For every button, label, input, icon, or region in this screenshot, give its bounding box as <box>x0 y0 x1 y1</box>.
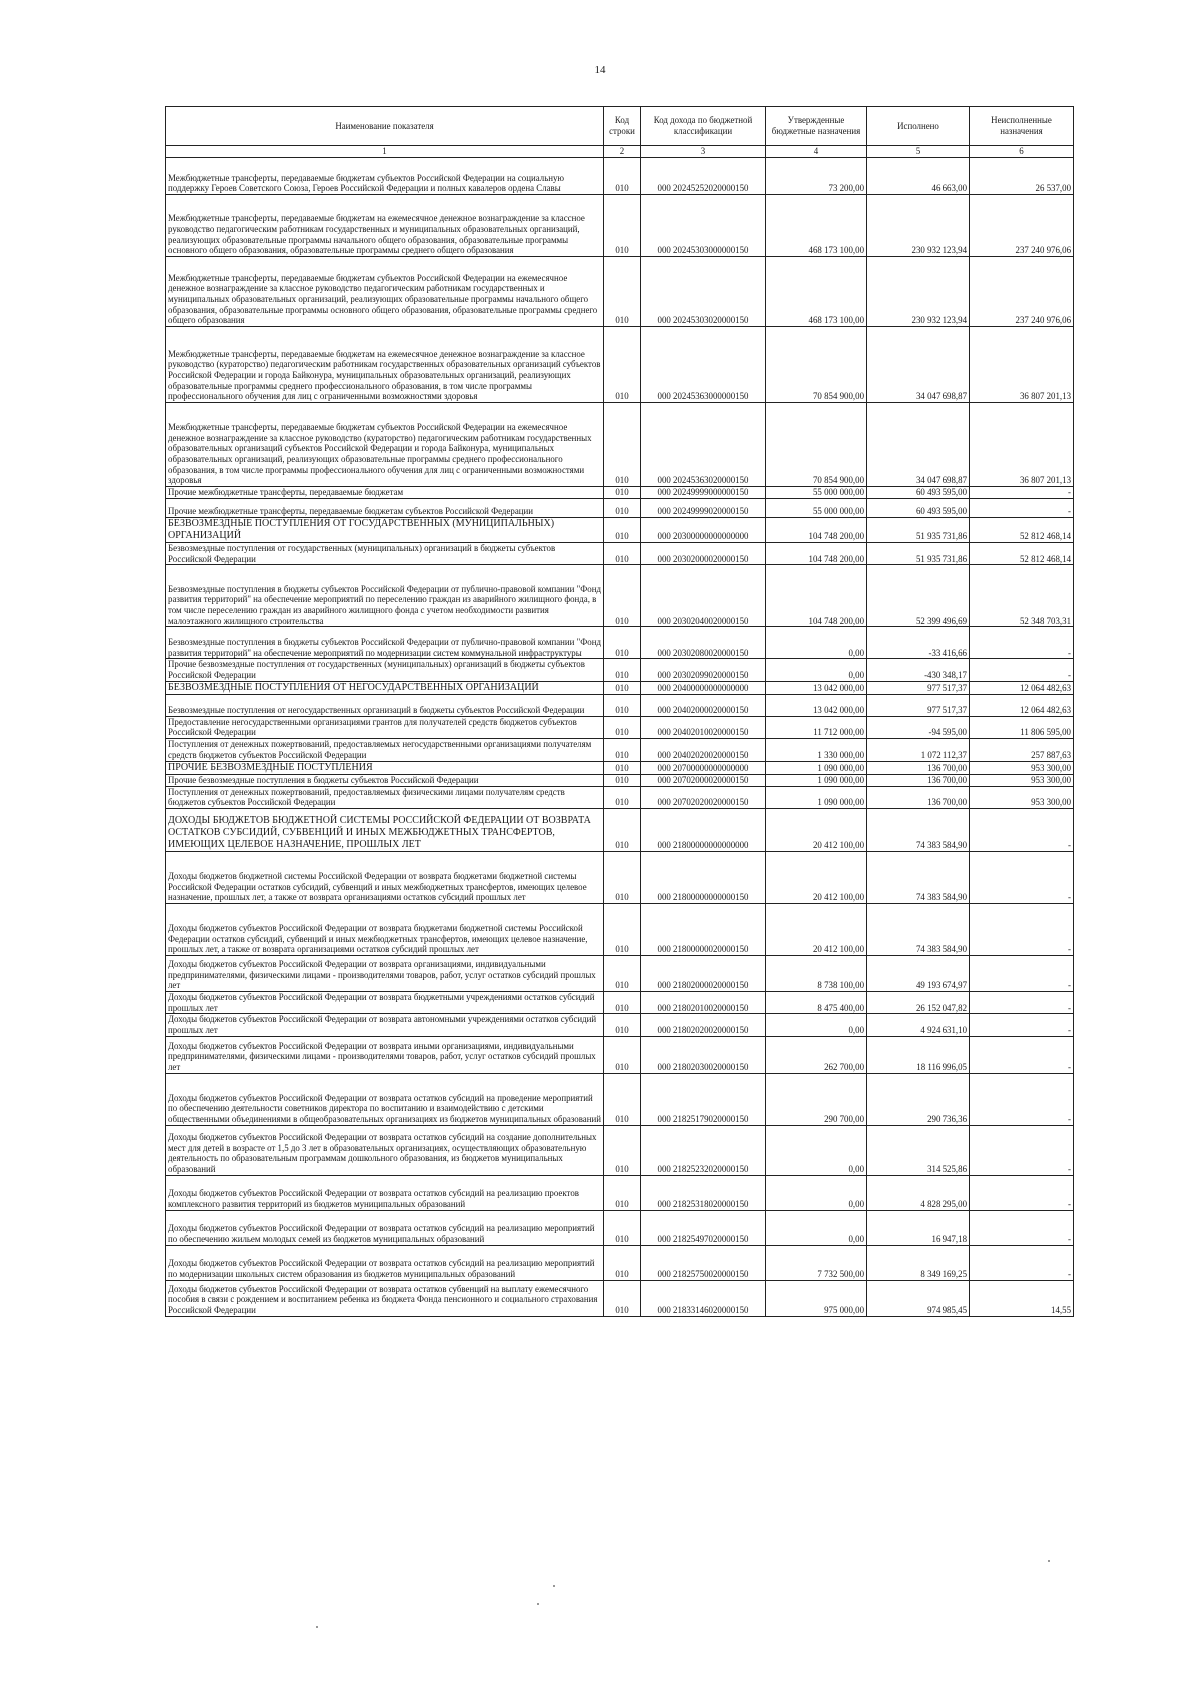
row-income-code: 000 20249999000000150 <box>641 487 766 499</box>
header-approved: Утвержденные бюджетные назначения <box>766 107 867 146</box>
row-approved: 0,00 <box>766 627 867 659</box>
row-name: Доходы бюджетов субъектов Российской Федерации от возврата остатков субсидий на проведение мероприятий по обеспечению деятельности советников директора по воспитанию и взаимодействию с детскими общественными объединениями в общеобразовательных организациях из бюджетов муниципальных образований <box>166 1073 604 1125</box>
row-approved: 20 412 100,00 <box>766 851 867 903</box>
table-row <box>166 774 1074 786</box>
row-executed: 51 935 731,86 <box>867 543 970 565</box>
row-executed: 8 349 169,25 <box>867 1245 970 1280</box>
row-income-code: 000 21802030020000150 <box>641 1036 766 1073</box>
row-unexecuted: 36 807 201,13 <box>970 327 1074 403</box>
row-approved: 0,00 <box>766 1125 867 1175</box>
row-unexecuted: - <box>970 903 1074 955</box>
table-row <box>166 1245 1074 1280</box>
row-line-code: 010 <box>604 716 641 738</box>
row-income-code: 000 20302099020000150 <box>641 659 766 681</box>
row-approved: 0,00 <box>766 659 867 681</box>
row-line-code: 010 <box>604 627 641 659</box>
row-name: Поступления от денежных пожертвований, предоставляемых негосударственными организациями получателям средств бюджетов субъектов Российской Федерации <box>166 739 604 761</box>
row-line-code: 010 <box>604 1280 641 1316</box>
row-approved: 13 042 000,00 <box>766 694 867 716</box>
row-unexecuted: 953 300,00 <box>970 774 1074 786</box>
row-line-code: 010 <box>604 1245 641 1280</box>
row-name: Доходы бюджетов субъектов Российской Федерации от возврата остатков субсидий на создание дополнительных мест для детей в возрасте от 1,5 до 3 лет в образовательных организациях, осуществляющих образовательную деятельность по образовательным программам дошкольного образования, из бюджетов муниципальных образований <box>166 1125 604 1175</box>
row-income-code: 000 20302080020000150 <box>641 627 766 659</box>
column-number: 4 <box>766 146 867 158</box>
table-row <box>166 1014 1074 1036</box>
row-income-code: 000 20300000000000000 <box>641 518 766 543</box>
row-line-code: 010 <box>604 694 641 716</box>
table-row <box>166 991 1074 1013</box>
table-row <box>166 761 1074 774</box>
row-executed: 4 924 631,10 <box>867 1014 970 1036</box>
row-approved: 1 090 000,00 <box>766 786 867 808</box>
table-row <box>166 786 1074 808</box>
row-executed: 18 116 996,05 <box>867 1036 970 1073</box>
row-name: Доходы бюджетов субъектов Российской Федерации от возврата остатков субсидий на реализацию проектов комплексного развития территорий из бюджетов муниципальных образований <box>166 1175 604 1210</box>
table-row <box>166 158 1074 195</box>
column-number: 3 <box>641 146 766 158</box>
row-name: Доходы бюджетов субъектов Российской Федерации от возврата организациями, индивидуальными предпринимателями, физическими лицами - производителями товаров, работ, услуг остатков субсидий прошлых лет <box>166 955 604 991</box>
row-line-code: 010 <box>604 565 641 627</box>
scan-speck <box>537 1603 539 1605</box>
row-approved: 104 748 200,00 <box>766 543 867 565</box>
table-row <box>166 518 1074 543</box>
row-line-code: 010 <box>604 543 641 565</box>
row-unexecuted: 12 064 482,63 <box>970 694 1074 716</box>
row-approved: 0,00 <box>766 1014 867 1036</box>
row-unexecuted: 52 812 468,14 <box>970 518 1074 543</box>
row-executed: 314 525,86 <box>867 1125 970 1175</box>
row-name: Предоставление негосударственными организациями грантов для получателей средств бюджетов субъектов Российской Федерации <box>166 716 604 738</box>
row-line-code: 010 <box>604 1175 641 1210</box>
row-unexecuted: 11 806 595,00 <box>970 716 1074 738</box>
scan-speck <box>1048 1560 1050 1562</box>
row-name: Межбюджетные трансферты, передаваемые бюджетам субъектов Российской Федерации на социальную поддержку Героев Советского Союза, Героев Российской Федерации и полных кавалеров ордена Славы <box>166 158 604 195</box>
row-approved: 11 712 000,00 <box>766 716 867 738</box>
row-line-code: 010 <box>604 1210 641 1245</box>
row-name: Прочие межбюджетные трансферты, передаваемые бюджетам субъектов Российской Федерации <box>166 499 604 518</box>
row-line-code: 010 <box>604 158 641 195</box>
row-executed: 974 985,45 <box>867 1280 970 1316</box>
row-name: Доходы бюджетов субъектов Российской Федерации от возврата бюджетами бюджетной системы Российской Федерации остатков субсидий, субвенций и иных межбюджетных трансфертов, имеющих целевое назначение, прошлых лет, а также от возврата организациями остатков субсидий прошлых лет <box>166 903 604 955</box>
row-approved: 73 200,00 <box>766 158 867 195</box>
table-row <box>166 627 1074 659</box>
row-income-code: 000 21825750020000150 <box>641 1245 766 1280</box>
row-name: ДОХОДЫ БЮДЖЕТОВ БЮДЖЕТНОЙ СИСТЕМЫ РОССИЙСКОЙ ФЕДЕРАЦИИ ОТ ВОЗВРАТА ОСТАТКОВ СУБСИДИЙ, СУБВЕНЦИЙ И ИНЫХ МЕЖБЮДЖЕТНЫХ ТРАНСФЕРТОВ, ИМЕЮЩИХ ЦЕЛЕВОЕ НАЗНАЧЕНИЕ, ПРОШЛЫХ ЛЕТ <box>166 808 604 851</box>
row-approved: 8 738 100,00 <box>766 955 867 991</box>
row-name: Безвозмездные поступления в бюджеты субъектов Российской Федерации от публично-правовой компании "Фонд развития территорий" на обеспечение мероприятий по модернизации систем коммунальной инфраструктуры <box>166 627 604 659</box>
row-income-code: 000 21802010020000150 <box>641 991 766 1013</box>
row-unexecuted: - <box>970 1210 1074 1245</box>
header-unexecuted: Неисполненные назначения <box>970 107 1074 146</box>
row-executed: 4 828 295,00 <box>867 1175 970 1210</box>
row-approved: 55 000 000,00 <box>766 499 867 518</box>
row-name: Доходы бюджетов субъектов Российской Федерации от возврата остатков субвенций на выплату ежемесячного пособия в связи с рождением и воспитанием ребенка из бюджета Фонда пенсионного и социального страхования Российской Федерации <box>166 1280 604 1316</box>
row-name: ПРОЧИЕ БЕЗВОЗМЕЗДНЫЕ ПОСТУПЛЕНИЯ <box>166 761 604 774</box>
row-approved: 1 330 000,00 <box>766 739 867 761</box>
row-line-code: 010 <box>604 327 641 403</box>
row-name: Прочие безвозмездные поступления от государственных (муниципальных) организаций в бюджеты субъектов Российской Федерации <box>166 659 604 681</box>
row-income-code: 000 20402020020000150 <box>641 739 766 761</box>
row-approved: 7 732 500,00 <box>766 1245 867 1280</box>
column-number-row <box>166 146 1074 158</box>
row-executed: 977 517,37 <box>867 681 970 694</box>
row-executed: 46 663,00 <box>867 158 970 195</box>
row-approved: 55 000 000,00 <box>766 487 867 499</box>
row-name: Межбюджетные трансферты, передаваемые бюджетам на ежемесячное денежное вознаграждение за классное руководство педагогическим работникам государственных и муниципальных образовательных организаций, реализующих образовательные программы начального общего образования, образовательные программы основного общего образования, образовательные программы среднего общего образования <box>166 195 604 257</box>
row-line-code: 010 <box>604 681 641 694</box>
row-unexecuted: 26 537,00 <box>970 158 1074 195</box>
row-executed: 34 047 698,87 <box>867 327 970 403</box>
row-unexecuted: 12 064 482,63 <box>970 681 1074 694</box>
table-body <box>166 158 1074 1317</box>
row-name: Межбюджетные трансферты, передаваемые бюджетам субъектов Российской Федерации на ежемесячное денежное вознаграждение за классное руководство педагогическим работникам государственных и муниципальных образовательных организаций, реализующих образовательные программы начального общего образования, образовательные программы основного общего образования, образовательные программы среднего общего образования <box>166 257 604 327</box>
row-line-code: 010 <box>604 403 641 487</box>
row-income-code: 000 20245303000000150 <box>641 195 766 257</box>
table-row <box>166 716 1074 738</box>
row-income-code: 000 21825318020000150 <box>641 1175 766 1210</box>
column-number: 5 <box>867 146 970 158</box>
row-executed: 34 047 698,87 <box>867 403 970 487</box>
row-unexecuted: - <box>970 808 1074 851</box>
row-name: БЕЗВОЗМЕЗДНЫЕ ПОСТУПЛЕНИЯ ОТ НЕГОСУДАРСТВЕННЫХ ОРГАНИЗАЦИЙ <box>166 681 604 694</box>
row-approved: 975 000,00 <box>766 1280 867 1316</box>
row-approved: 20 412 100,00 <box>766 903 867 955</box>
row-line-code: 010 <box>604 257 641 327</box>
row-executed: 26 152 047,82 <box>867 991 970 1013</box>
scan-speck <box>316 1626 318 1628</box>
row-executed: 1 072 112,37 <box>867 739 970 761</box>
row-unexecuted: 36 807 201,13 <box>970 403 1074 487</box>
row-approved: 70 854 900,00 <box>766 327 867 403</box>
table-row <box>166 403 1074 487</box>
row-unexecuted: - <box>970 627 1074 659</box>
row-income-code: 000 21833146020000150 <box>641 1280 766 1316</box>
row-line-code: 010 <box>604 518 641 543</box>
row-income-code: 000 21802020020000150 <box>641 1014 766 1036</box>
row-income-code: 000 21800000020000150 <box>641 903 766 955</box>
row-name: Доходы бюджетов субъектов Российской Федерации от возврата иными организациями, индивидуальными предпринимателями, физическими лицами - производителями товаров, работ, услуг остатков субсидий прошлых лет <box>166 1036 604 1073</box>
row-name: Доходы бюджетов субъектов Российской Федерации от возврата остатков субсидий на реализацию мероприятий по модернизации школьных систем образования из бюджетов муниципальных образований <box>166 1245 604 1280</box>
row-approved: 290 700,00 <box>766 1073 867 1125</box>
table-row <box>166 739 1074 761</box>
table-row <box>166 1036 1074 1073</box>
header-line-code: Код строки <box>604 107 641 146</box>
row-name: Доходы бюджетов субъектов Российской Федерации от возврата остатков субсидий на реализацию мероприятий по обеспечению жильем молодых семей из бюджетов муниципальных образований <box>166 1210 604 1245</box>
row-line-code: 010 <box>604 774 641 786</box>
table-row <box>166 499 1074 518</box>
table-row <box>166 1280 1074 1316</box>
row-income-code: 000 20245303020000150 <box>641 257 766 327</box>
row-approved: 20 412 100,00 <box>766 808 867 851</box>
row-name: Доходы бюджетов субъектов Российской Федерации от возврата автономными учреждениями остатков субсидий прошлых лет <box>166 1014 604 1036</box>
row-income-code: 000 21825497020000150 <box>641 1210 766 1245</box>
row-line-code: 010 <box>604 761 641 774</box>
table-row <box>166 903 1074 955</box>
row-line-code: 010 <box>604 499 641 518</box>
row-name: Безвозмездные поступления от негосударственных организаций в бюджеты субъектов Российской Федерации <box>166 694 604 716</box>
row-income-code: 000 20402000020000150 <box>641 694 766 716</box>
row-unexecuted: - <box>970 955 1074 991</box>
row-executed: -33 416,66 <box>867 627 970 659</box>
row-unexecuted: - <box>970 499 1074 518</box>
table-row <box>166 851 1074 903</box>
row-unexecuted: - <box>970 991 1074 1013</box>
table-row <box>166 195 1074 257</box>
row-executed: -430 348,17 <box>867 659 970 681</box>
table-row <box>166 487 1074 499</box>
row-income-code: 000 20402010020000150 <box>641 716 766 738</box>
table-row <box>166 257 1074 327</box>
column-number: 2 <box>604 146 641 158</box>
row-line-code: 010 <box>604 1036 641 1073</box>
table-row <box>166 1210 1074 1245</box>
row-approved: 0,00 <box>766 1175 867 1210</box>
row-unexecuted: - <box>970 1245 1074 1280</box>
header-executed: Исполнено <box>867 107 970 146</box>
row-executed: 136 700,00 <box>867 786 970 808</box>
row-income-code: 000 21825232020000150 <box>641 1125 766 1175</box>
row-name: Доходы бюджетов бюджетной системы Российской Федерации от возврата бюджетами бюджетной системы Российской Федерации остатков субсидий, субвенций и иных межбюджетных трансфертов, имеющих целевое назначение, прошлых лет, а также от возврата организациями остатков субсидий прошлых лет <box>166 851 604 903</box>
row-line-code: 010 <box>604 1014 641 1036</box>
row-executed: 49 193 674,97 <box>867 955 970 991</box>
row-unexecuted: 237 240 976,06 <box>970 257 1074 327</box>
row-income-code: 000 20700000000000000 <box>641 761 766 774</box>
row-name: Безвозмездные поступления от государственных (муниципальных) организаций в бюджеты субъектов Российской Федерации <box>166 543 604 565</box>
row-income-code: 000 21800000000000000 <box>641 808 766 851</box>
row-income-code: 000 20702000020000150 <box>641 774 766 786</box>
table-row <box>166 955 1074 991</box>
row-income-code: 000 20245363000000150 <box>641 327 766 403</box>
table-row <box>166 1175 1074 1210</box>
row-line-code: 010 <box>604 786 641 808</box>
row-unexecuted: 52 812 468,14 <box>970 543 1074 565</box>
page-number: 14 <box>594 64 606 76</box>
row-name: Доходы бюджетов субъектов Российской Федерации от возврата бюджетными учреждениями остатков субсидий прошлых лет <box>166 991 604 1013</box>
scan-speck <box>553 1585 555 1587</box>
row-executed: 16 947,18 <box>867 1210 970 1245</box>
row-line-code: 010 <box>604 659 641 681</box>
table-row <box>166 681 1074 694</box>
row-line-code: 010 <box>604 1073 641 1125</box>
row-approved: 13 042 000,00 <box>766 681 867 694</box>
row-unexecuted: 953 300,00 <box>970 786 1074 808</box>
table-row <box>166 543 1074 565</box>
row-line-code: 010 <box>604 955 641 991</box>
row-approved: 262 700,00 <box>766 1036 867 1073</box>
table-row <box>166 1125 1074 1175</box>
row-executed: 230 932 123,94 <box>867 257 970 327</box>
row-name: Межбюджетные трансферты, передаваемые бюджетам субъектов Российской Федерации на ежемесячное денежное вознаграждение за классное руководство (кураторство) педагогическим работникам государственных образовательных организаций субъектов Российской Федерации и города Байконура, муниципальных образовательных организаций, реализующих образовательные программы среднего профессионального образования, в том числе программы профессионального обучения для лиц с ограниченными возможностями здоровья <box>166 403 604 487</box>
row-income-code: 000 20302000020000150 <box>641 543 766 565</box>
table-row <box>166 327 1074 403</box>
budget-execution-table <box>165 106 1074 1317</box>
row-line-code: 010 <box>604 808 641 851</box>
row-approved: 104 748 200,00 <box>766 518 867 543</box>
row-executed: 977 517,37 <box>867 694 970 716</box>
row-unexecuted: - <box>970 1125 1074 1175</box>
row-unexecuted: 52 348 703,31 <box>970 565 1074 627</box>
row-line-code: 010 <box>604 851 641 903</box>
row-name: БЕЗВОЗМЕЗДНЫЕ ПОСТУПЛЕНИЯ ОТ ГОСУДАРСТВЕННЫХ (МУНИЦИПАЛЬНЫХ) ОРГАНИЗАЦИЙ <box>166 518 604 543</box>
row-executed: 136 700,00 <box>867 774 970 786</box>
row-executed: 290 736,36 <box>867 1073 970 1125</box>
row-executed: 74 383 584,90 <box>867 903 970 955</box>
table-row <box>166 659 1074 681</box>
row-income-code: 000 20702020020000150 <box>641 786 766 808</box>
table-row <box>166 694 1074 716</box>
row-executed: 136 700,00 <box>867 761 970 774</box>
table-row <box>166 808 1074 851</box>
row-line-code: 010 <box>604 195 641 257</box>
row-unexecuted: 953 300,00 <box>970 761 1074 774</box>
row-unexecuted: - <box>970 487 1074 499</box>
row-line-code: 010 <box>604 903 641 955</box>
row-income-code: 000 20302040020000150 <box>641 565 766 627</box>
column-number: 1 <box>166 146 604 158</box>
row-executed: 60 493 595,00 <box>867 499 970 518</box>
row-income-code: 000 20400000000000000 <box>641 681 766 694</box>
row-line-code: 010 <box>604 739 641 761</box>
row-name: Поступления от денежных пожертвований, предоставляемых физическими лицами получателям средств бюджетов субъектов Российской Федерации <box>166 786 604 808</box>
row-executed: 60 493 595,00 <box>867 487 970 499</box>
row-executed: 230 932 123,94 <box>867 195 970 257</box>
row-executed: 74 383 584,90 <box>867 851 970 903</box>
table-row <box>166 1073 1074 1125</box>
row-approved: 468 173 100,00 <box>766 257 867 327</box>
row-unexecuted: - <box>970 1175 1074 1210</box>
column-number: 6 <box>970 146 1074 158</box>
row-unexecuted: - <box>970 1036 1074 1073</box>
row-approved: 70 854 900,00 <box>766 403 867 487</box>
row-unexecuted: - <box>970 659 1074 681</box>
row-unexecuted: - <box>970 851 1074 903</box>
row-unexecuted: 237 240 976,06 <box>970 195 1074 257</box>
row-unexecuted: - <box>970 1073 1074 1125</box>
row-executed: 52 399 496,69 <box>867 565 970 627</box>
row-executed: 74 383 584,90 <box>867 808 970 851</box>
row-line-code: 010 <box>604 1125 641 1175</box>
row-name: Межбюджетные трансферты, передаваемые бюджетам на ежемесячное денежное вознаграждение за классное руководство (кураторство) педагогическим работникам государственных образовательных организаций субъектов Российской Федерации и города Байконура, муниципальных образовательных организаций, реализующих образовательные программы среднего профессионального образования, в том числе программы профессионального обучения для лиц с ограниченными возможностями здоровья <box>166 327 604 403</box>
row-approved: 0,00 <box>766 1210 867 1245</box>
row-line-code: 010 <box>604 991 641 1013</box>
header-income-code: Код дохода по бюджетной классификации <box>641 107 766 146</box>
row-approved: 468 173 100,00 <box>766 195 867 257</box>
row-unexecuted: 257 887,63 <box>970 739 1074 761</box>
row-unexecuted: - <box>970 1014 1074 1036</box>
row-executed: -94 595,00 <box>867 716 970 738</box>
row-income-code: 000 20249999020000150 <box>641 499 766 518</box>
header-indicator-name: Наименование показателя <box>166 107 604 146</box>
table-header-row <box>166 107 1074 146</box>
row-name: Прочие межбюджетные трансферты, передаваемые бюджетам <box>166 487 604 499</box>
row-approved: 8 475 400,00 <box>766 991 867 1013</box>
row-approved: 1 090 000,00 <box>766 761 867 774</box>
row-name: Прочие безвозмездные поступления в бюджеты субъектов Российской Федерации <box>166 774 604 786</box>
table-row <box>166 565 1074 627</box>
row-executed: 51 935 731,86 <box>867 518 970 543</box>
row-line-code: 010 <box>604 487 641 499</box>
row-income-code: 000 20245252020000150 <box>641 158 766 195</box>
row-income-code: 000 21802000020000150 <box>641 955 766 991</box>
row-name: Безвозмездные поступления в бюджеты субъектов Российской Федерации от публично-правовой компании "Фонд развития территорий" на обеспечение мероприятий по переселению граждан из аварийного жилищного фонда, в том числе переселению граждан из аварийного жилищного фонда с учетом необходимости развития малоэтажного жилищного строительства <box>166 565 604 627</box>
row-income-code: 000 21800000000000150 <box>641 851 766 903</box>
row-approved: 1 090 000,00 <box>766 774 867 786</box>
row-unexecuted: 14,55 <box>970 1280 1074 1316</box>
row-approved: 104 748 200,00 <box>766 565 867 627</box>
row-income-code: 000 20245363020000150 <box>641 403 766 487</box>
row-income-code: 000 21825179020000150 <box>641 1073 766 1125</box>
